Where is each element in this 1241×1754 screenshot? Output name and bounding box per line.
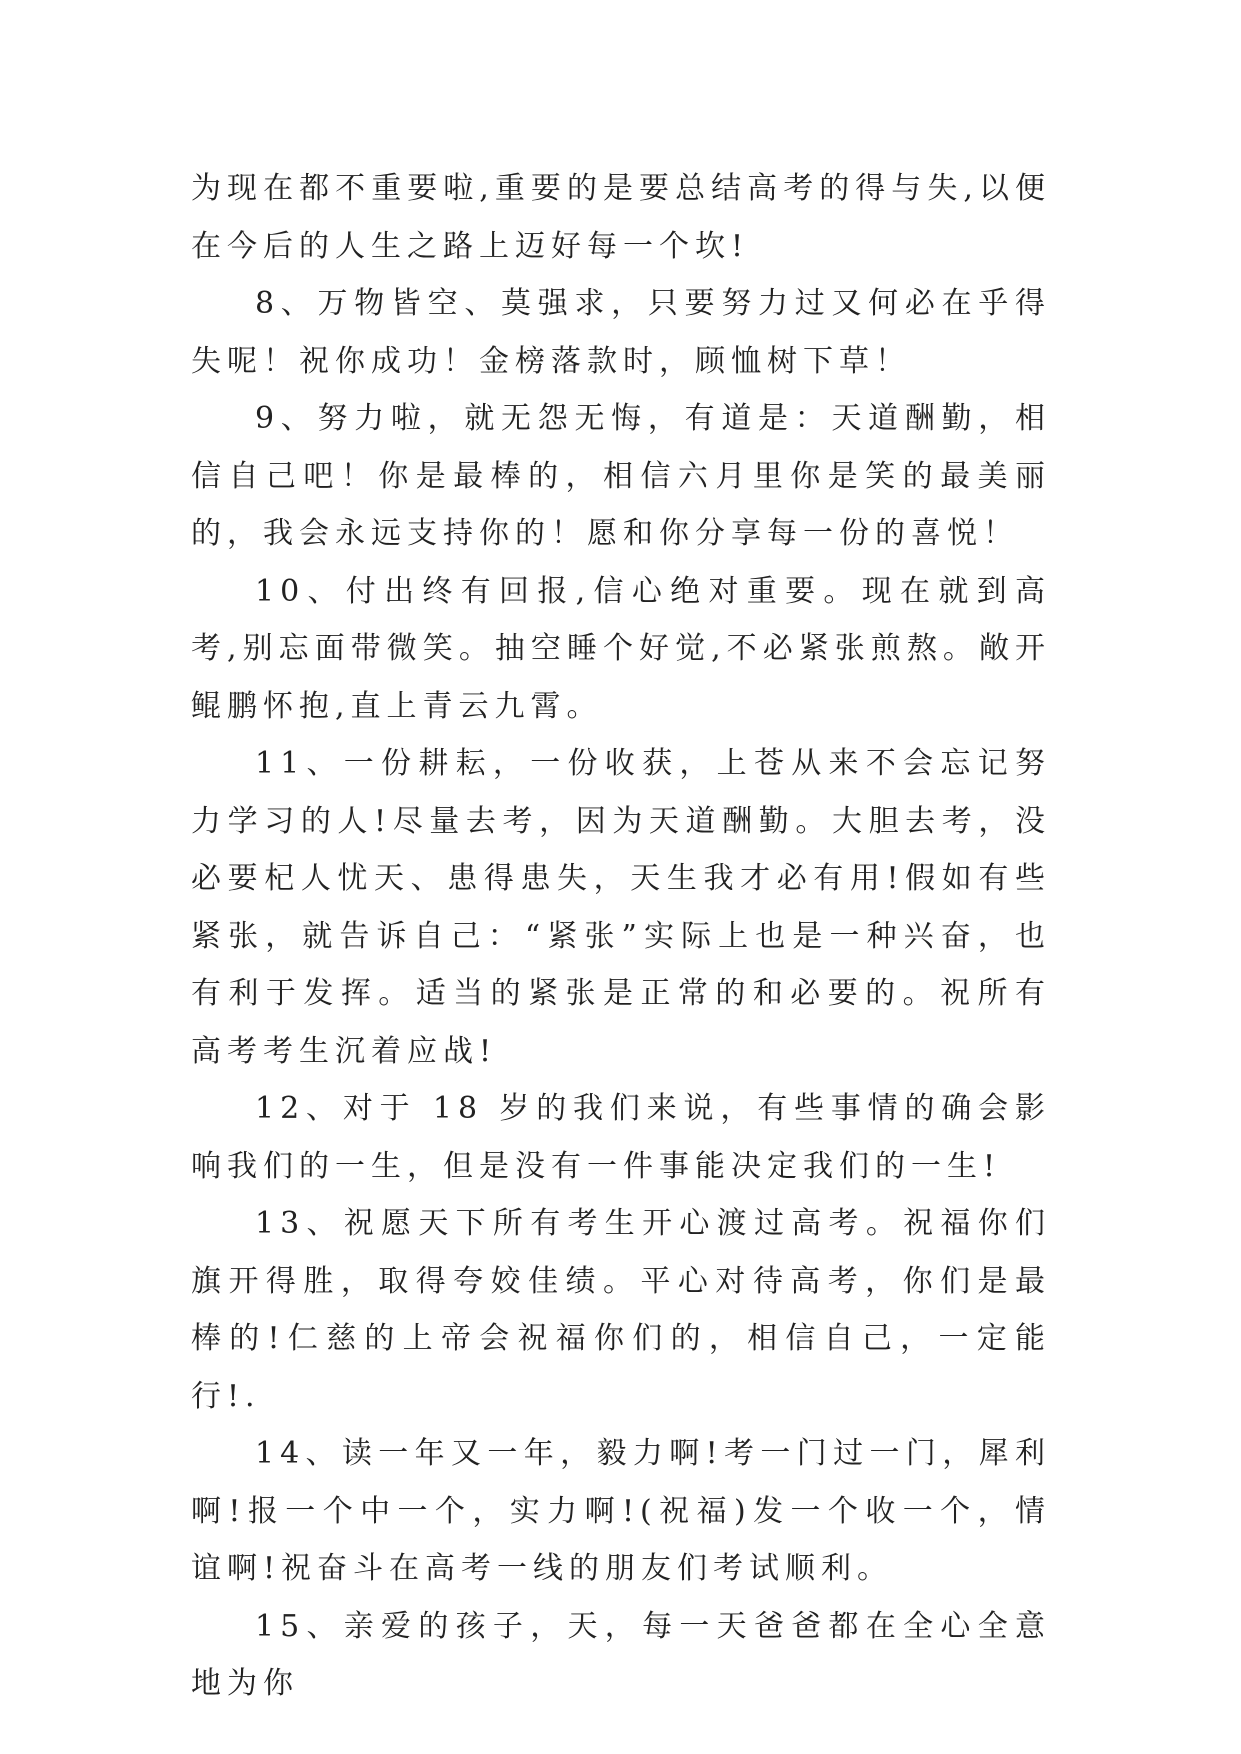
paragraph-13: 13、祝愿天下所有考生开心渡过高考。祝福你们旗开得胜，取得夸姣佳绩。平心对待高考，你们是最棒的!仁慈的上帝会祝福你们的，相信自己，一定能行!. — [191, 1206, 1051, 1414]
paragraph-10: 10、付出终有回报,信心绝对重要。现在就到高考,别忘面带微笑。抽空睡个好觉,不必紧张煎熬。敞开鲲鹏怀抱,直上青云九霄。 — [191, 573, 1051, 724]
paragraph-8: 8、万物皆空、莫强求，只要努力过又何必在乎得失呢！祝你成功！金榜落款时，顾恤树下草！ — [191, 286, 1051, 379]
paragraph-12: 12、对于 18 岁的我们来说，有些事情的确会影响我们的一生，但是没有一件事能决定我们的一生! — [191, 1091, 1051, 1184]
paragraph-15: 15、亲爱的孩子，天，每一天爸爸都在全心全意地为你 — [191, 1608, 1051, 1701]
document-body — [191, 160, 1051, 1713]
paragraph-continuation: 为现在都不重要啦,重要的是要总结高考的得与失,以便在今后的人生之路上迈好每一个坎! — [191, 171, 1051, 264]
paragraph-14: 14、读一年又一年，毅力啊!考一门过一门，犀利啊!报一个中一个，实力啊!(祝福)发一个收一个，情谊啊!祝奋斗在高考一线的朋友们考试顺利。 — [191, 1436, 1051, 1586]
paragraph-9: 9、努力啦，就无怨无悔，有道是：天道酬勤，相信自己吧！你是最棒的，相信六月里你是笑的最美丽的，我会永远支持你的！愿和你分享每一份的喜悦！ — [191, 401, 1051, 551]
paragraph-11: 11、一份耕耘，一份收获，上苍从来不会忘记努力学习的人!尽量去考，因为天道酬勤。大胆去考，没必要杞人忧天、患得患失，天生我才必有用!假如有些紧张，就告诉自己：“紧张”实际上也是一种兴奋，也有利于发挥。适当的紧张是正常的和必要的。祝所有高考考生沉着应战! — [191, 746, 1051, 1069]
